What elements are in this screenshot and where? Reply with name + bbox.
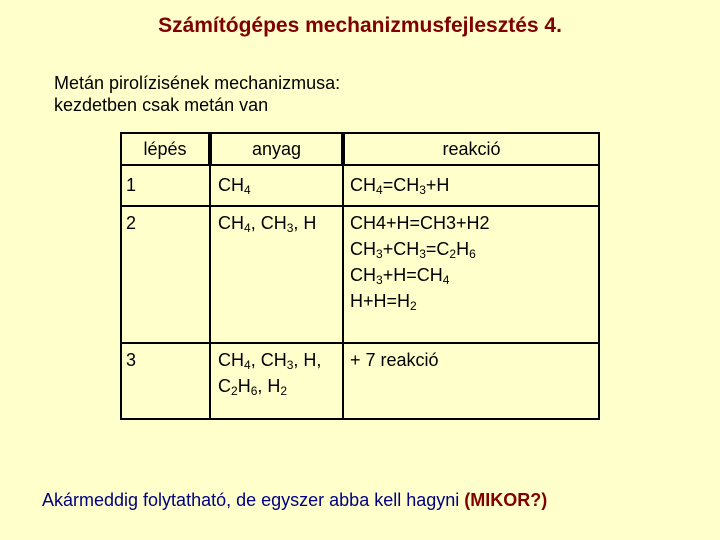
intro-text [54, 72, 340, 116]
table-row-divider-1 [120, 205, 600, 207]
formula-subscript: 4 [244, 358, 251, 372]
formula-subscript: 3 [376, 247, 383, 261]
formula-line [350, 210, 490, 236]
header-reaction: reakció [343, 132, 600, 166]
formula-text: +H [425, 175, 450, 195]
formula-text: C [218, 376, 231, 396]
formula-text: CH [350, 175, 376, 195]
formula-text: , H [293, 213, 317, 233]
row-3-step: 3 [126, 350, 137, 370]
formula-subscript: 2 [280, 384, 288, 398]
formula-subscript: 2 [449, 247, 457, 261]
page-title: Számítógépes mechanizmusfejlesztés 4. [158, 14, 562, 37]
row-3-reaction [350, 347, 439, 373]
formula-subscript: 3 [286, 358, 294, 372]
header-substance: anyag [210, 132, 343, 166]
formula-line [218, 172, 251, 198]
formula-text: H [456, 239, 470, 259]
formula-text: H+H=H [350, 291, 411, 311]
row-2-substance [218, 210, 316, 236]
formula-text: , H [257, 376, 281, 396]
formula-text: CH4+H=CH3+H2 [350, 213, 490, 233]
formula-subscript: 2 [231, 384, 238, 398]
footer-accent: (MIKOR?) [464, 490, 548, 510]
formula-text: CH [218, 213, 244, 233]
formula-subscript: 3 [286, 221, 294, 235]
formula-subscript: 4 [244, 183, 251, 197]
table-row-divider-2 [120, 342, 600, 344]
row-1-step: 1 [126, 175, 137, 195]
formula-subscript: 4 [376, 183, 383, 197]
formula-line [350, 262, 490, 288]
row-2-reaction [350, 210, 490, 314]
formula-text: CH [218, 350, 244, 370]
formula-subscript: 6 [469, 247, 476, 261]
formula-text: CH [218, 175, 244, 195]
formula-text: CH [350, 239, 376, 259]
formula-text: , H, [293, 350, 322, 370]
formula-subscript: 4 [244, 221, 251, 235]
footer-text: Akármeddig folytatható, de egyszer abba kell hagyni [42, 490, 465, 510]
formula-text: + 7 reakció [350, 350, 439, 370]
formula-text: CH [350, 265, 376, 285]
footer-note [42, 490, 547, 511]
formula-text: , CH [250, 350, 287, 370]
row-1-substance [218, 172, 251, 198]
intro-line-2: kezdetben csak metán van [54, 95, 269, 115]
formula-text: =CH [382, 175, 420, 195]
formula-subscript: 3 [419, 247, 426, 261]
formula-line [218, 210, 316, 236]
formula-text: +CH [382, 239, 420, 259]
formula-subscript: 2 [410, 299, 417, 313]
formula-text: =C [425, 239, 450, 259]
formula-line [350, 288, 490, 314]
formula-subscript: 3 [376, 273, 383, 287]
formula-line [218, 373, 321, 399]
formula-line [218, 347, 321, 373]
intro-line-1: Metán pirolízisének mechanizmusa: [54, 73, 341, 93]
row-2-step: 2 [126, 213, 137, 233]
row-1-reaction [350, 172, 449, 198]
formula-line [350, 236, 490, 262]
formula-line [350, 347, 439, 373]
formula-subscript: 3 [419, 183, 426, 197]
formula-text: , CH [250, 213, 287, 233]
formula-line [350, 172, 449, 198]
formula-text: +H=CH [382, 265, 443, 285]
formula-subscript: 4 [442, 273, 450, 287]
header-step: lépés [120, 132, 210, 166]
formula-text: H [237, 376, 251, 396]
formula-subscript: 6 [250, 384, 258, 398]
row-3-substance [218, 347, 321, 399]
